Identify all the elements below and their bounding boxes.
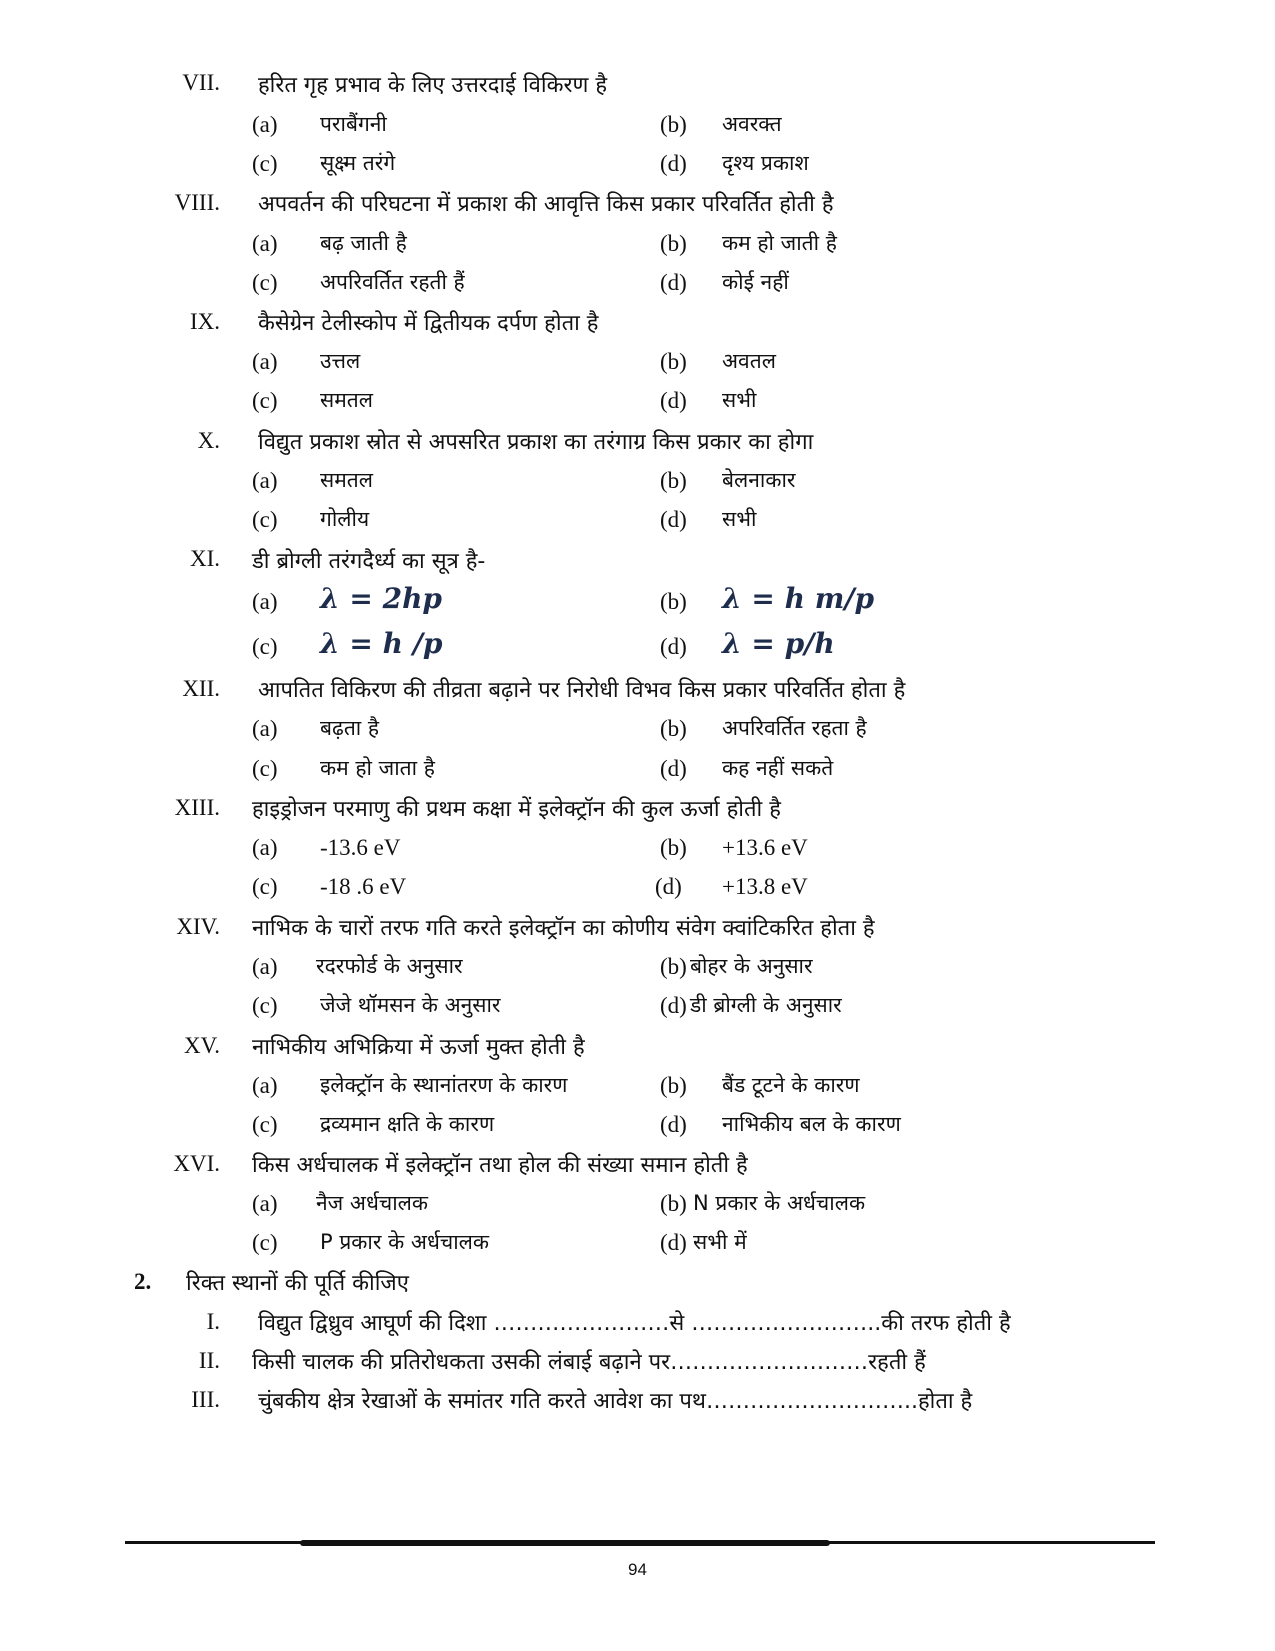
option-text: नाभिकीय बल के कारण [722,1112,901,1136]
option-label: (a) [252,1191,278,1216]
option-label: (b) [660,112,687,137]
blank-item-number: I. [206,1309,220,1334]
option-label: (c) [252,270,278,295]
option-label: (a) [252,835,278,860]
option-label: (d) [655,874,682,899]
question-number: XVI. [173,1151,220,1176]
option-label: (c) [252,634,278,659]
option-label: (a) [252,349,278,374]
option-text: दृश्य प्रकाश [722,151,809,175]
question-text: हाइड्रोजन परमाणु की प्रथम कक्षा में इलेक्ट्रॉन की कुल ऊर्जा होती है [252,797,781,822]
section-number: 2. [134,1269,152,1294]
question-number: XIII. [174,795,220,820]
option-text: इलेक्ट्रॉन के स्थानांतरण के कारण [320,1073,568,1097]
option-label: (d) [660,507,687,532]
option-text: समतल [320,468,373,492]
option-label: (a) [252,589,278,614]
option-text: बढ़ जाती है [320,231,407,255]
option-label: (d) [660,388,687,413]
question-number: IX. [189,309,220,334]
option-text: कम हो जाता है [320,756,435,780]
blank-item-number: III. [191,1387,220,1412]
option-text: बेलनाकार [722,468,796,492]
question-text: आपतित विकिरण की तीव्रता बढ़ाने पर निरोधी विभव किस प्रकार परिवर्तित होता है [258,678,906,703]
option-text: P प्रकार के अर्धचालक [320,1230,490,1254]
option-label: (d) [660,270,687,295]
option-text: समतल [320,388,373,412]
option-text: डी ब्रोग्ली के अनुसार [690,993,842,1017]
option-label: (b) [660,954,687,979]
option-label: (d) [660,1112,687,1137]
question-text: हरित गृह प्रभाव के लिए उत्तरदाई विकिरण है [258,73,608,98]
blank-item-text: चुंबकीय क्षेत्र रेखाओं के समांतर गति करते आवेश का पथ………………………..होता है [258,1389,973,1414]
option-label: (b) [660,589,687,614]
option-label: (c) [252,1230,278,1255]
option-text: -13.6 eV [320,835,401,860]
option-label: (c) [252,151,278,176]
option-text: जेजे थॉमसन के अनुसार [320,993,501,1017]
option-label: (c) [252,756,278,781]
option-text: बैंड टूटने के कारण [722,1073,860,1097]
page-number: 94 [628,1560,647,1579]
option-text: सभी [722,507,757,531]
option-text: नैज अर्धचालक [316,1191,429,1215]
option-label: (d) [660,756,687,781]
question-number: VIII. [174,190,220,215]
option-text: सभी में [693,1230,747,1254]
option-text: बोहर के अनुसार [690,954,813,978]
question-text: नाभिक के चारों तरफ गति करते इलेक्ट्रॉन का कोणीय संवेग क्वांटिकरित होता है [252,916,875,941]
option-label: (b) [660,349,687,374]
option-label: (b) [660,468,687,493]
option-label: (b) [660,835,687,860]
option-text: रदरफोर्ड के अनुसार [316,954,463,978]
option-label: (c) [252,874,278,899]
option-label: (a) [252,1073,278,1098]
option-label: (c) [252,388,278,413]
option-label: (d) [660,1230,687,1255]
option-label: (a) [252,231,278,256]
question-text: विद्युत प्रकाश स्रोत से अपसरित प्रकाश का तरंगाग्र किस प्रकार का होगा [258,430,814,455]
formula: λ = h m/p [722,582,875,615]
option-text: पराबैंगनी [320,112,387,136]
option-label: (c) [252,507,278,532]
option-text: गोलीय [320,507,370,531]
option-label: (a) [252,716,278,741]
option-label: (d) [660,993,687,1018]
question-number: XIV. [176,914,220,939]
formula: λ = p/h [722,627,835,660]
question-text: डी ब्रोग्ली तरंगदैर्ध्य का सूत्र है- [252,549,486,574]
question-number: XI. [189,546,220,571]
footer-divider-accent [300,1540,830,1546]
blank-item-text: किसी चालक की प्रतिरोधकता उसकी लंबाई बढ़ाने पर………………………रहती हैं [252,1350,926,1375]
option-label: (c) [252,993,278,1018]
option-label: (d) [660,151,687,176]
option-text: कोई नहीं [722,270,789,294]
option-label: (d) [660,634,687,659]
option-label: (b) [660,716,687,741]
question-text: अपवर्तन की परिघटना में प्रकाश की आवृत्ति किस प्रकार परिवर्तित होती है [258,192,834,217]
option-text: +13.6 eV [722,835,808,860]
section-title: रिक्त स्थानों की पूर्ति कीजिए [186,1271,409,1296]
question-text: नाभिकीय अभिक्रिया में ऊर्जा मुक्त होती है [252,1035,585,1060]
question-number: X. [197,428,220,453]
option-label: (b) [660,231,687,256]
option-label: (a) [252,954,278,979]
option-text: सभी [722,388,757,412]
option-label: (c) [252,1112,278,1137]
question-number: XII. [182,676,220,701]
option-text: +13.8 eV [722,874,808,899]
option-text: द्रव्यमान क्षति के कारण [320,1112,495,1136]
option-text: कह नहीं सकते [722,756,834,780]
formula: λ = h /p [320,627,443,660]
option-text: सूक्ष्म तरंगे [320,151,396,175]
option-text: अवरक्त [722,112,782,136]
option-text: बढ़ता है [320,716,380,740]
option-text: उत्तल [320,349,361,373]
option-label: (a) [252,468,278,493]
option-text: अपरिवर्तित रहता है [722,716,867,740]
option-text: N प्रकार के अर्धचालक [693,1191,866,1215]
question-text: किस अर्धचालक में इलेक्ट्रॉन तथा होल की संख्या समान होती है [252,1153,748,1178]
question-number: VII. [182,70,220,95]
formula: λ = 2hp [320,582,443,615]
question-text: कैसेग्रेन टेलीस्कोप में द्वितीयक दर्पण होता है [258,311,599,336]
option-text: कम हो जाती है [722,231,837,255]
blank-item-number: II. [198,1348,220,1373]
option-text: अपरिवर्तित रहती हैं [320,270,465,294]
option-text: -18 .6 eV [320,874,407,899]
question-number: XV. [183,1033,220,1058]
option-label: (b) [660,1073,687,1098]
option-label: (a) [252,112,278,137]
option-text: अवतल [722,349,776,373]
option-label: (b) [660,1191,687,1216]
blank-item-text: विद्युत द्विध्रुव आघूर्ण की दिशा ……………………से ……………………..की तरफ होती है [258,1311,1011,1336]
